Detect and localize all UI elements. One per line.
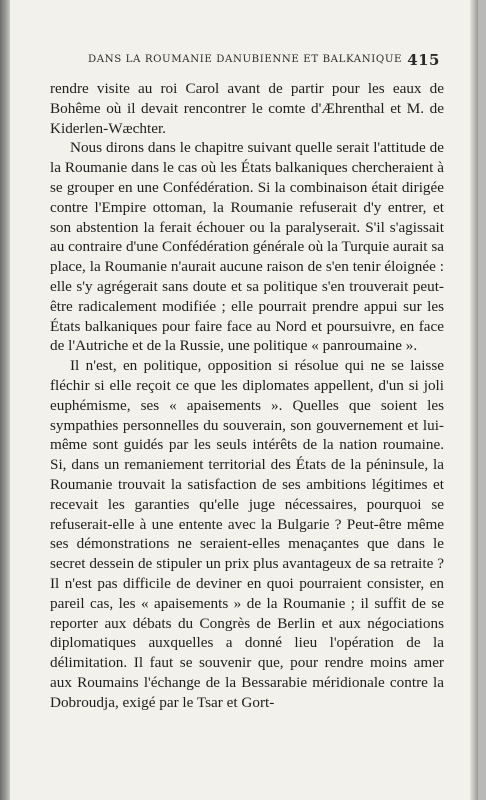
page-edge xyxy=(470,0,478,800)
paragraph-continuation: rendre visite au roi Carol avant de partir pour les eaux de Bohême où il devait rencontrer le comte d'Æhrenthal et M. de Kiderlen-Wæchter. xyxy=(50,80,444,137)
running-title: DANS LA ROUMANIE DANUBIENNE ET BALKANIQUE xyxy=(88,54,403,65)
book-spine-shadow xyxy=(0,0,10,800)
paragraph: Nous dirons dans le chapitre suivant quelle serait l'attitude de la Roumanie dans le cas où les États balkaniques chercheraient à se grouper en une Confédération. Si la combinaison était dirigée contre l'Empire ottoman, la Roumanie refuserait d'y entrer, et son abstention la ferait échouer ou la paralyserait. S'il s'agissait au contraire d'une Confédération générale où la Turquie aurait sa place, la Roumanie n'aurait aucune raison de s'en tenir éloignée : elle s'y agrégerait sans doute et sa politique s'en trouverait peut-être radicalement modifiée ; elle pourrait prendre appui sur les États balkaniques pour faire face au Nord et poursuivre, en face de l'Autriche et de la Russie, une politique « panroumaine ». xyxy=(50,139,444,355)
running-head xyxy=(88,52,440,70)
body-text xyxy=(50,79,444,713)
paragraph: Il n'est, en politique, opposition si résolue qui ne se laisse fléchir si elle reçoit ce que les diplomates appellent, d'un si joli euphémisme, ses « apaisements ». Quelles que soient les sympathies personnelles du souverain, son gouvernement et lui-même sont guidés par les seuls intérêts de la nation roumaine. Si, dans un remaniement territorial des États de la péninsule, la Roumanie trouvait la satisfaction de ses ambitions légitimes et recevait les garanties qu'elle juge nécessaires, pourquoi se refuserait-elle à une entente avec la Bulgarie ? Peut-être même ses démonstrations ne seraient-elles menaçantes que dans le secret dessein de stipuler un prix plus avantageux de sa retraite ? Il n'est pas difficile de deviner en quoi pourraient consister, en pareil cas, les « apaisements » de la Roumanie ; il suffit de se reporter aux débats du Congrès de Berlin et aux négociations diplomatiques auxquelles a donné lieu l'opération de la délimitation. Il faut se souvenir que, pour rendre moins amer aux Roumains l'échange de la Bessarabie méridionale contre la Dobroudja, exigé par le Tsar et Gort- xyxy=(50,357,444,711)
page-number: 415 xyxy=(407,51,440,69)
book-page xyxy=(10,0,478,800)
